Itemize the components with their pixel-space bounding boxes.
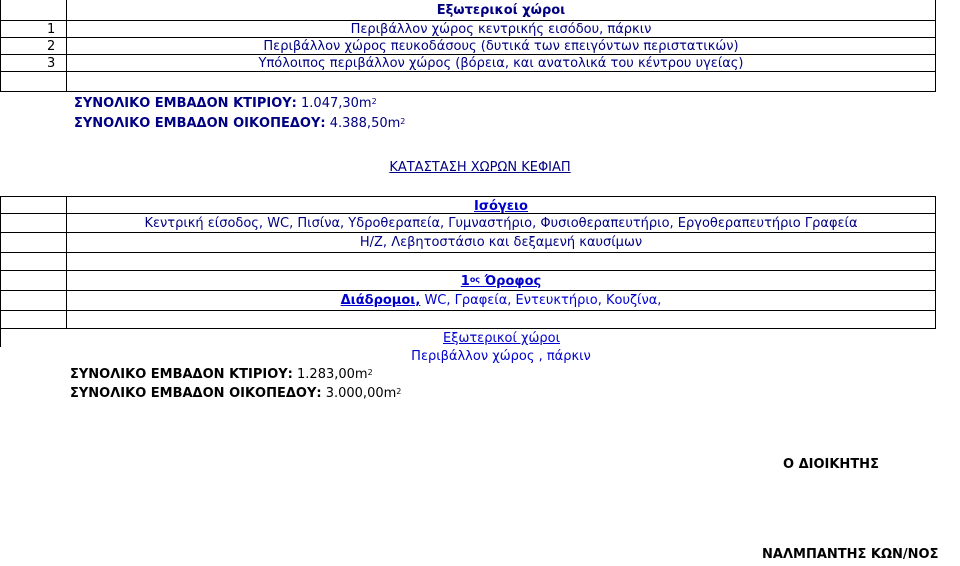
total-plot-area-1 [74, 115, 405, 132]
ground-floor-line-1-row [0, 214, 936, 233]
floor1-rooms: WC, Γραφεία, Εντευκτήριο, Κουζίνα, [420, 293, 662, 308]
row-text: Περιβάλλον χώρος πευκοδάσους (δυτικά των επειγόντων περιστατικών) [263, 39, 739, 54]
row-number-empty [1, 271, 67, 290]
outdoor-row-1 [0, 21, 936, 38]
ground-floor-title: Ισόγειο [474, 199, 528, 214]
kefiap-outdoor-title: Εξωτερικοί χώροι [443, 331, 560, 346]
total-plot-label: ΣΥΝΟΛΙΚΟ ΕΜΒΑΔΟΝ ΟΙΚΟΠΕΔΟΥ: [70, 386, 322, 401]
total-building-label: ΣΥΝΟΛΙΚΟ ΕΜΒΑΔΟΝ ΚΤΙΡΙΟΥ: [74, 96, 297, 111]
row-number: 1 [1, 21, 67, 37]
total-plot-label: ΣΥΝΟΛΙΚΟ ΕΜΒΑΔΟΝ ΟΙΚΟΠΕΔΟΥ: [74, 116, 326, 131]
total-plot-area-2 [70, 385, 401, 402]
floor1-title-number: 1 [460, 274, 470, 289]
row-text: Περιβάλλον χώρος κεντρικής εισόδου, πάρκιν [350, 22, 652, 37]
signature-role: Ο ΔΙΟΙΚΗΤΗΣ [783, 457, 879, 472]
floor1-rooms-row [0, 291, 936, 311]
row-number: 2 [1, 38, 67, 54]
floor1-title-suffix: ος [469, 275, 481, 284]
row-number-empty [1, 233, 67, 252]
ground-floor-line-2-row [0, 233, 936, 253]
total-building-label: ΣΥΝΟΛΙΚΟ ΕΜΒΑΔΟΝ ΚΤΙΡΙΟΥ: [70, 367, 293, 382]
floor1-title [461, 274, 541, 289]
kefiap-outdoor-text: Περιβάλλον χώρος , πάρκιν [411, 349, 591, 364]
floor1-title-word: Όροφος [484, 274, 542, 289]
outdoor-title-row [0, 0, 936, 21]
row-number-empty [1, 253, 67, 270]
kefiap-empty-row [0, 253, 936, 271]
row-number-empty [1, 197, 67, 213]
total-plot-value: 3.000,00m [325, 386, 397, 401]
total-building-value: 1.047,30m [301, 96, 372, 111]
outdoor-empty-row [0, 72, 936, 92]
ground-floor-line-2: Η/Ζ, Λεβητοστάσιο και δεξαμενή καυσίμων [359, 235, 643, 250]
kefiap-title-wrap [0, 160, 960, 175]
row-text: Υπόλοιπος περιβάλλον χώρος (βόρεια, και ανατολικά του κέντρου υγείας) [258, 56, 744, 71]
total-building-area-1 [74, 95, 377, 112]
kefiap-outdoor-title-row [0, 329, 936, 347]
signature-name: ΝΑΛΜΠΑΝΤΗΣ ΚΩΝ/ΝΟΣ [762, 547, 939, 562]
unit-superscript: 2 [371, 97, 377, 106]
row-number-empty [1, 311, 67, 328]
kefiap-title: ΚΑΤΑΣΤΑΣΗ ΧΩΡΩΝ ΚΕΦΙΑΠ [389, 160, 571, 175]
outdoor-section-title: Εξωτερικοί χώροι [436, 3, 566, 18]
row-number: 3 [1, 55, 67, 71]
kefiap-empty-row-top [0, 196, 936, 214]
row-number-empty [1, 214, 67, 232]
outdoor-title-num-cell [1, 0, 67, 20]
unit-superscript: 2 [396, 387, 402, 396]
row-number-empty [1, 72, 67, 91]
kefiap-outdoor-text-row [0, 347, 936, 365]
kefiap-empty-row-2 [0, 311, 936, 329]
floor1-corridors: Διάδρομοι, [340, 293, 421, 308]
total-plot-value: 4.388,50m [329, 116, 401, 131]
unit-superscript: 2 [400, 117, 406, 126]
ground-floor-line-1: Κεντρική είσοδος, WC, Πισίνα, Υδροθεραπεία, Γυμναστήριο, Φυσιοθεραπευτήριο, Εργοθεραπευτήριο Γραφεία [144, 216, 858, 231]
outdoor-row-2 [0, 38, 936, 55]
outdoor-row-3 [0, 55, 936, 72]
total-building-area-2 [70, 366, 373, 383]
total-building-value: 1.283,00m [297, 367, 368, 382]
floor1-title-row [0, 271, 936, 291]
row-number-empty [1, 291, 67, 310]
unit-superscript: 2 [367, 368, 373, 377]
